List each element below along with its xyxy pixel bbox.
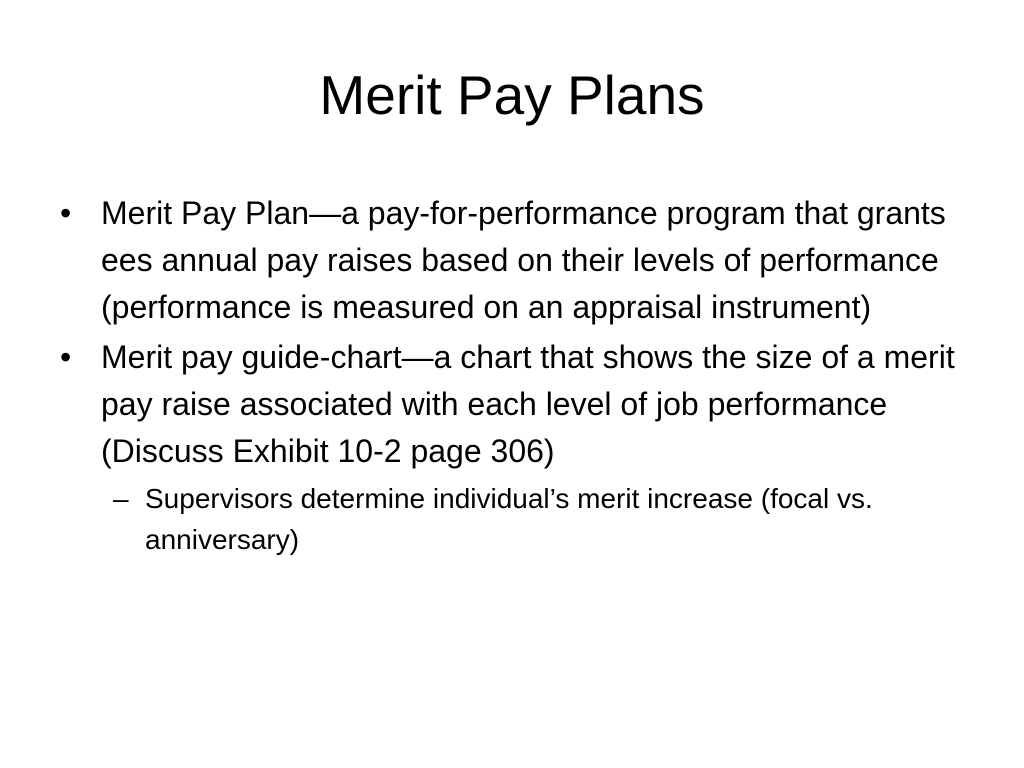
slide-title: Merit Pay Plans <box>319 64 705 126</box>
sub-bullet-item-supervisors <box>57 478 977 560</box>
bullet-item-guide-chart <box>57 334 977 475</box>
slide-body <box>57 190 977 560</box>
bullet-item-merit-pay-plan <box>57 190 977 331</box>
bullet-marker: • <box>60 195 72 231</box>
dash-marker: – <box>113 483 129 514</box>
sub-bullet-text: Supervisors determine individual’s merit increase (focal vs. anniversary) <box>145 483 873 555</box>
bullet-marker: • <box>60 339 72 375</box>
bullet-text: Merit pay guide-chart—a chart that shows the size of a merit pay raise associated with each level of job performance (Discuss Exhibit 10-2 page 306) <box>101 339 955 469</box>
bullet-text: Merit Pay Plan—a pay-for-performance program that grants ees annual pay raises based on their levels of performance (performance is measured on an appraisal instrument) <box>101 195 946 325</box>
